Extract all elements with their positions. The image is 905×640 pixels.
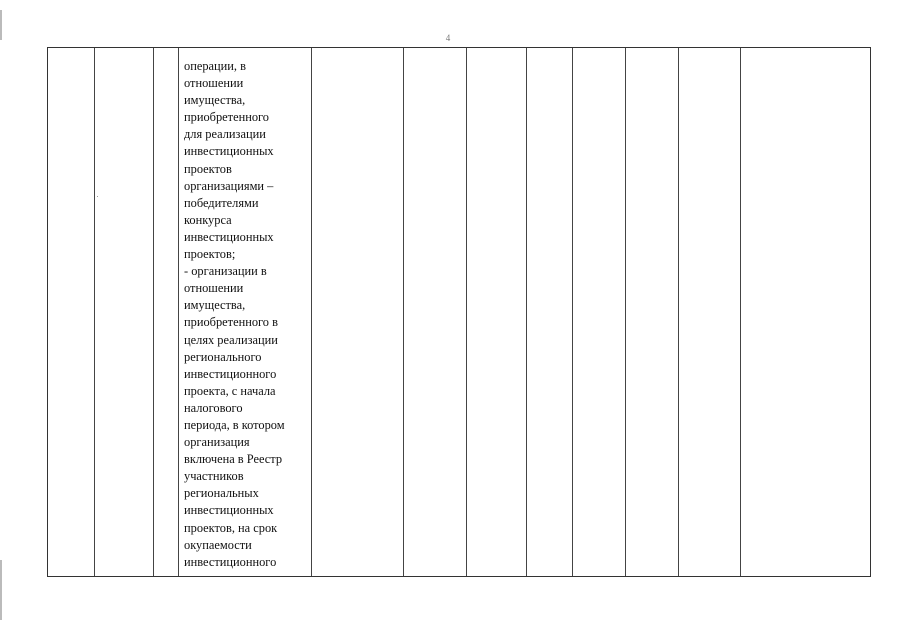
scan-speck: [97, 196, 98, 197]
cell-line: имущества,: [184, 93, 246, 108]
cell-line: периода, в котором: [184, 417, 285, 432]
cell-line: региональных: [184, 486, 259, 501]
cell-line: инвестиционных: [184, 503, 274, 518]
cell-line: инвестиционного: [184, 554, 277, 569]
cell-line: имущества,: [184, 298, 246, 313]
column-divider: [94, 48, 95, 576]
cell-line: участников: [184, 469, 244, 484]
cell-line: проектов, на срок: [184, 520, 278, 535]
cell-line: регионального: [184, 349, 262, 364]
column-divider: [526, 48, 527, 576]
margin-mark-bottom: [0, 560, 2, 620]
page-number: 4: [445, 33, 451, 43]
cell-line: организация: [184, 435, 250, 450]
column-divider: [740, 48, 741, 576]
column-divider: [678, 48, 679, 576]
cell-line: инвестиционных: [184, 144, 274, 159]
cell-line: целях реализации: [184, 332, 278, 347]
cell-line: проектов: [184, 161, 232, 176]
cell-line: отношении: [184, 76, 244, 91]
cell-line: для реализации: [184, 127, 266, 142]
column-divider: [625, 48, 626, 576]
cell-line: проекта, с начала: [184, 383, 276, 398]
cell-line: приобретенного: [184, 110, 269, 125]
cell-line: отношении: [184, 281, 244, 296]
column-divider: [466, 48, 467, 576]
table-cell-text: [184, 58, 314, 576]
cell-line: инвестиционного: [184, 366, 277, 381]
cell-line: конкурса: [184, 212, 232, 227]
cell-line: - организации в: [184, 264, 267, 279]
cell-line: победителями: [184, 195, 259, 210]
cell-line: приобретенного в: [184, 315, 278, 330]
cell-line: инвестиционных: [184, 229, 274, 244]
column-divider: [572, 48, 573, 576]
document-table: [47, 47, 871, 577]
column-divider: [178, 48, 179, 576]
cell-line: организациями –: [184, 178, 274, 193]
column-divider: [403, 48, 404, 576]
cell-line: налогового: [184, 400, 243, 415]
margin-mark-top: [0, 10, 2, 40]
cell-line: окупаемости: [184, 537, 252, 552]
column-divider: [153, 48, 154, 576]
cell-line: проектов;: [184, 247, 236, 262]
cell-line: включена в Реестр: [184, 452, 283, 467]
cell-line: операции, в: [184, 59, 246, 73]
